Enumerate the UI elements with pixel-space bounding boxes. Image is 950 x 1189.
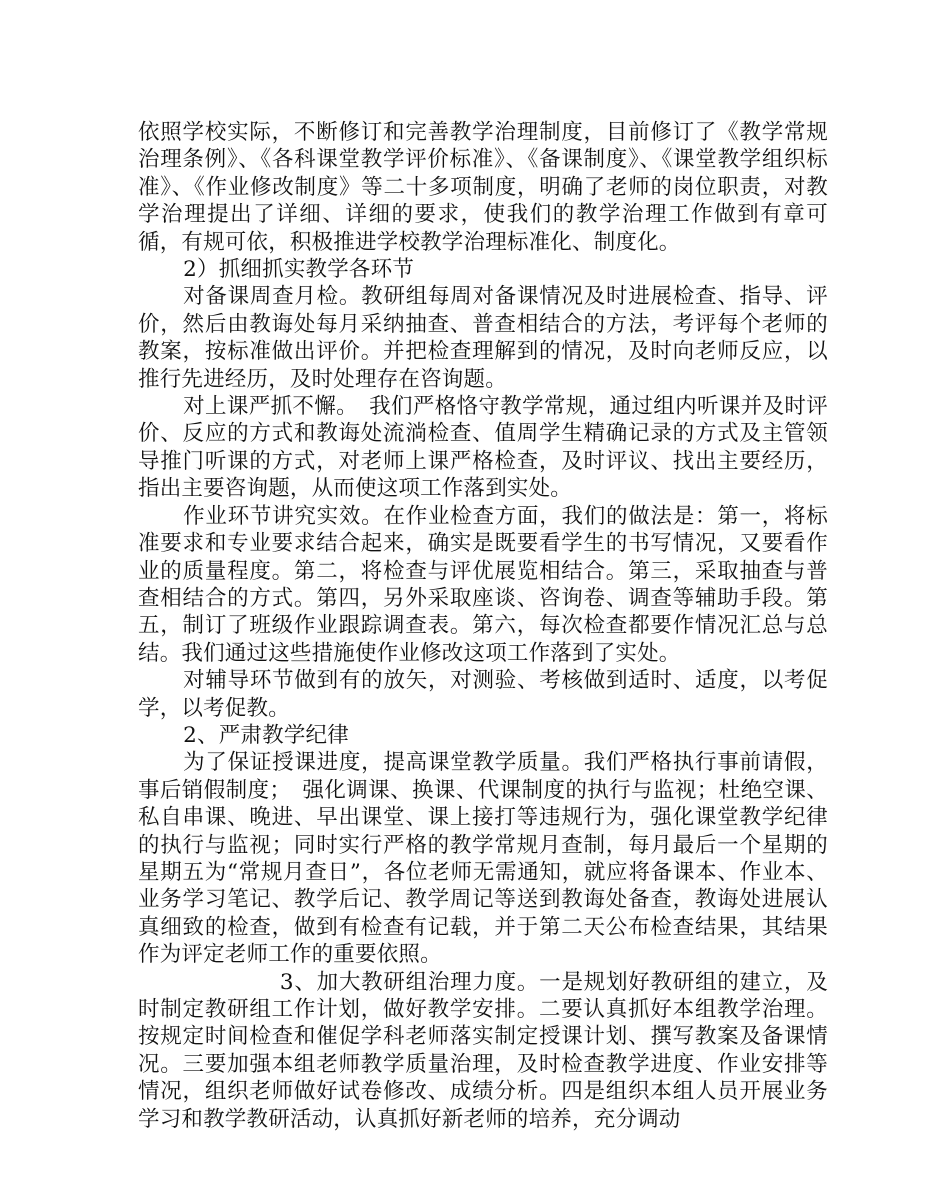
document-body xyxy=(138,119,872,1133)
paragraph-research-group-management: 3、加大教研组治理力度。一是规划好教研组的建立，及时制定教研组工作计划，做好教学安排。二要认真抓好本组教学治理。按规定时间检查和催促学科老师落实制定授课计划、撰写教案及备课情况。三要加强本组老师教学质量治理，及时检查教学进度、作业安排等情况，组织老师做好试卷修改、成绩分析。四是组织本组人员开展业务学习和教学教研活动，认真抓好新老师的培养，充分调动 xyxy=(138,969,828,1132)
paragraph-discipline-details: 为了保证授课进度，提高课堂教学质量。我们严格执行事前请假，事后销假制度； 强化调课、换课、代课制度的执行与监视；杜绝空课、私自串课、晚进、早出课堂、课上接打等违规行为，强化课堂教学纪律的执行与监视；同时实行严格的教学常规月查制，每月最后一个星期的星期五为“常规月查日”，各位老师无需通知，就应将备课本、作业本、业务学习笔记、教学后记、教学周记等送到教诲处备查，教诲处进展认真细致的检查，做到有检查有记载，并于第二天公布检查结果，其结果作为评定老师工作的重要依照。 xyxy=(138,750,828,968)
paragraph-homework-check: 作业环节讲究实效。在作业检查方面，我们的做法是：第一，将标准要求和专业要求结合起来，确实是既要看学生的书写情况，又要看作业的质量程度。第二，将检查与评优展览相结合。第三，采取抽查与普查相结合的方式。第四，另外采取座谈、咨询卷、调查等辅助手段。第 五，制订了班级作业跟踪调查表。第六，每次检查都要作情况汇总与总结。我们通过这些措施使作业修改这项工作落到了实处。 xyxy=(138,503,872,666)
paragraph-class-supervision: 对上课严抓不懈。 我们严格恪守教学常规，通过组内听课并及时评价、反应的方式和教诲处流淌检查、值周学生精确记录的方式及主管领导推门听课的方式，对老师上课严格检查，及时评议、找出主要经历，指出主要咨询题，从而使这项工作落到实处。 xyxy=(138,394,828,502)
section-heading-teaching-links: 2）抓细抓实教学各环节 xyxy=(183,257,415,283)
paragraph-tutoring-exams: 对辅导环节做到有的放矢，对测验、考核做到适时、适度，以考促学，以考促教。 xyxy=(138,668,828,721)
paragraph-management-system: 依照学校实际，不断修订和完善教学治理制度，目前修订了《教学常规治理条例》、《各科课堂教学评价标准》、《备课制度》、《课堂教学组织标准》、《作业修改制度》等二十多项制度，明确了老师的岗位职责，对教学治理提出了详细、详细的要求，使我们的教学治理工作做到有章可循，有规可依，积极推进学校教学治理标准化、制度化。 xyxy=(138,120,828,255)
section-heading-teaching-discipline: 2、严肃教学纪律 xyxy=(183,722,349,748)
paragraph-lesson-prep-check: 对备课周查月检。教研组每周对备课情况及时进展检查、指导、评价，然后由教诲处每月采纳抽查、普查相结合的方法，考评每个老师的教案，按标准做出评价。并把检查理解到的情况，及时向老师反应，以推行先进经历，及时处理存在咨询题。 xyxy=(138,284,828,392)
